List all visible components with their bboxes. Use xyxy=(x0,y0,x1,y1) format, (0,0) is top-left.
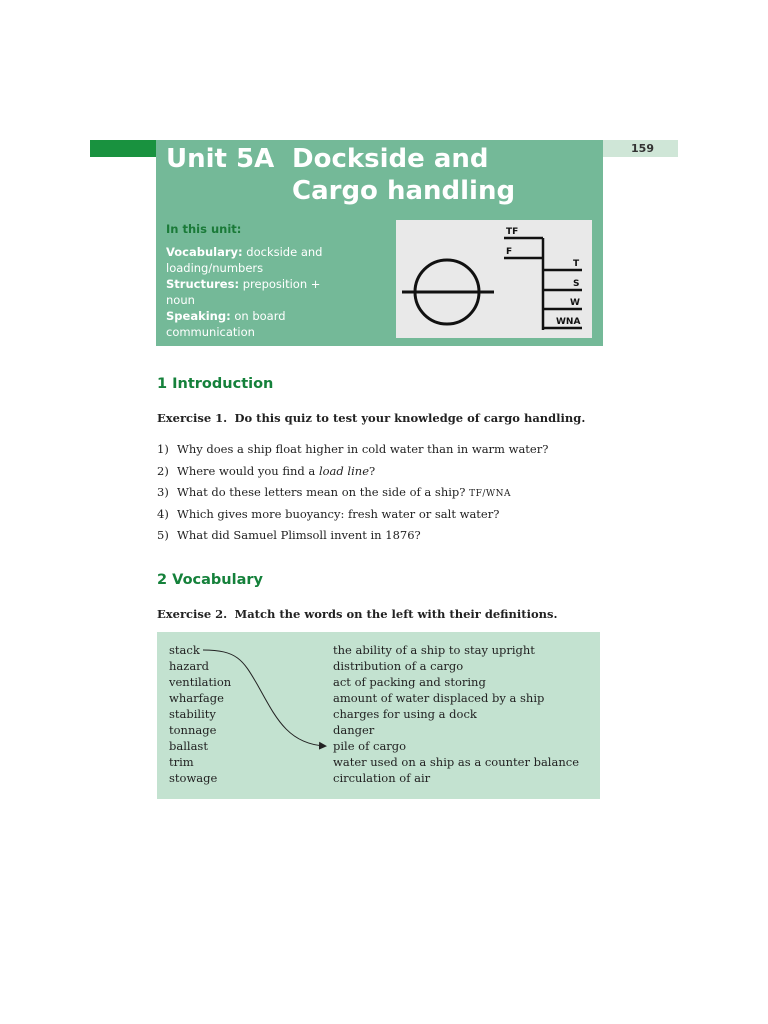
quiz-item xyxy=(157,464,548,486)
word-item: ballast xyxy=(169,739,208,753)
word-item: stowage xyxy=(169,771,218,785)
unit-header xyxy=(156,140,603,346)
quiz-item-number: 2) xyxy=(157,463,169,478)
quiz-item-text: Where would you find a xyxy=(177,463,319,478)
label-w: W xyxy=(570,298,580,308)
in-this-unit-heading: In this unit: xyxy=(166,222,242,236)
word-item: trim xyxy=(169,755,194,769)
quiz-item-text: What did Samuel Plimsoll invent in 1876? xyxy=(177,528,421,542)
quiz-item-smallcaps: TF/WNA xyxy=(469,489,512,499)
vocab-text-2: loading/numbers xyxy=(166,261,264,275)
exercise-2-label: Exercise 2. xyxy=(157,607,228,621)
definition-item: danger xyxy=(333,723,375,737)
quiz-item xyxy=(157,442,548,464)
example-match-arrow xyxy=(157,632,600,799)
definition-item: charges for using a dock xyxy=(333,707,477,721)
definition-item: circulation of air xyxy=(333,771,431,785)
exercise-1-text: Do this quiz to test your knowledge of cargo handling. xyxy=(234,411,586,425)
unit-label: Unit 5A xyxy=(166,144,275,174)
definition-item: the ability of a ship to stay upright xyxy=(333,643,535,657)
label-s: S xyxy=(573,279,580,289)
exercise-1-label: Exercise 1. xyxy=(157,411,228,425)
unit-title-line1: Dockside and xyxy=(292,144,489,174)
speaking-text-2: communication xyxy=(166,325,255,339)
quiz-list xyxy=(157,442,548,550)
section-heading-introduction: 1 Introduction xyxy=(157,376,274,392)
plimsoll-line-svg xyxy=(396,220,592,338)
vocab-text-1: dockside and xyxy=(242,245,323,259)
unit-info xyxy=(166,244,326,340)
definition-item: act of packing and storing xyxy=(333,675,486,689)
label-wna: WNA xyxy=(556,317,581,327)
word-item: tonnage xyxy=(169,723,217,737)
quiz-item xyxy=(157,485,548,507)
quiz-item-text: What do these letters mean on the side of a ship? xyxy=(177,485,470,499)
word-item: wharfage xyxy=(169,691,224,705)
word-item: hazard xyxy=(169,659,210,673)
speaking-label: Speaking: xyxy=(166,309,231,323)
definition-item: distribution of a cargo xyxy=(333,659,464,673)
quiz-item xyxy=(157,528,548,550)
quiz-item-text: Why does a ship float higher in cold water than in warm water? xyxy=(177,442,549,456)
match-arrow-path xyxy=(203,650,325,746)
structures-text-2: noun xyxy=(166,293,195,307)
unit-tab-marker xyxy=(90,140,156,157)
unit-title-line2: Cargo handling xyxy=(292,176,516,206)
section-heading-vocabulary: 2 Vocabulary xyxy=(157,572,263,588)
definition-item: pile of cargo xyxy=(333,739,407,753)
page-number: 159 xyxy=(631,142,654,155)
speaking-text-1: on board xyxy=(230,309,286,323)
matching-exercise-box xyxy=(157,632,600,799)
exercise-1-instruction xyxy=(157,411,585,425)
exercise-2-instruction xyxy=(157,607,557,621)
page-number-bar xyxy=(603,140,678,157)
structures-label: Structures: xyxy=(166,277,240,291)
quiz-item-text-end: ? xyxy=(369,463,376,478)
quiz-item-text: Which gives more buoyancy: fresh water or salt water? xyxy=(177,506,500,521)
quiz-item xyxy=(157,507,548,529)
label-f: F xyxy=(506,247,513,257)
definition-item: water used on a ship as a counter balance xyxy=(333,755,579,769)
vocab-label: Vocabulary: xyxy=(166,245,243,259)
quiz-item-italic-term: load line xyxy=(318,463,369,478)
exercise-2-text: Match the words on the left with their definitions. xyxy=(234,607,558,621)
definition-item: amount of water displaced by a ship xyxy=(333,691,545,705)
label-t: T xyxy=(573,259,580,269)
word-item: ventilation xyxy=(169,675,232,689)
structures-text-1: preposition + xyxy=(239,277,321,291)
quiz-item-number: 1) xyxy=(157,442,169,456)
quiz-item-number: 3) xyxy=(157,485,169,499)
plimsoll-line-diagram xyxy=(396,220,592,338)
word-item: stability xyxy=(169,707,216,721)
quiz-item-number: 4) xyxy=(157,506,169,521)
word-item: stack xyxy=(169,643,200,657)
label-tf: TF xyxy=(506,227,519,237)
quiz-item-number: 5) xyxy=(157,528,169,542)
